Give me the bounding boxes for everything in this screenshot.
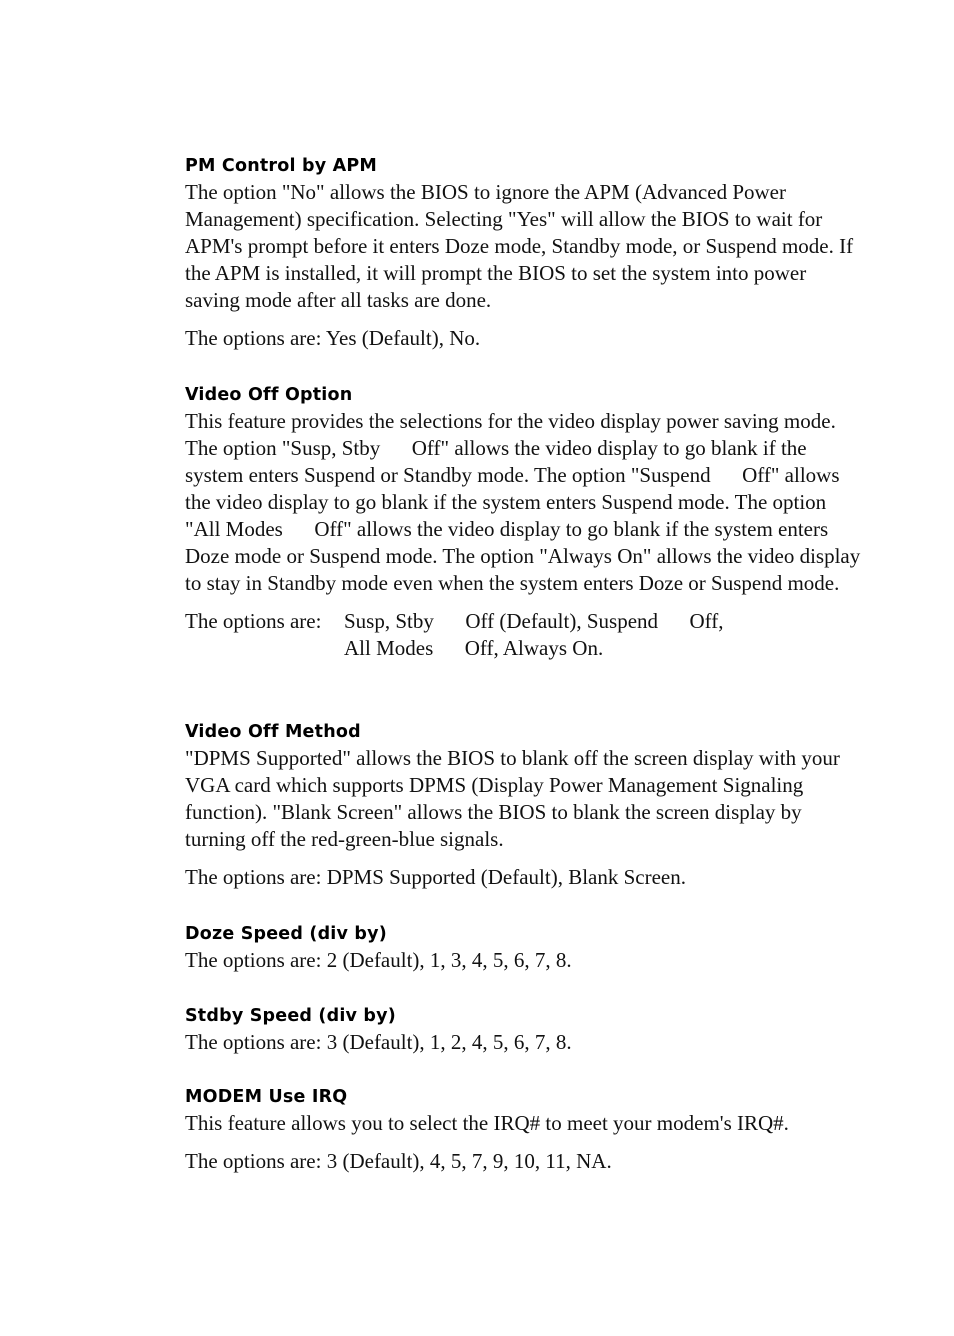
section-options: The options are: 2 (Default), 1, 3, 4, 5, 6, 7, 8.: [185, 948, 572, 972]
options-line-1: Susp, Stby Off (Default), Suspend Off,: [344, 609, 724, 633]
section-video-off-option: [185, 383, 865, 662]
section-options: The options are: 3 (Default), 1, 2, 4, 5, 6, 7, 8.: [185, 1030, 572, 1054]
options-values: [344, 608, 865, 662]
section-heading: Stdby Speed (div by): [185, 1006, 396, 1026]
section-heading: Doze Speed (div by): [185, 924, 387, 944]
options-line-2: All Modes Off, Always On.: [344, 636, 604, 660]
options-label: The options are:: [185, 609, 322, 633]
section-body: The option "No" allows the BIOS to ignore the APM (Advanced Power Management) specification. Selecting "Yes" will allow the BIOS to wait for APM's prompt before it enters Doze mode, Standby mode, or Suspend mode. If the APM is installed, it will prompt the BIOS to set the system into power saving mode after all tasks are done.: [185, 180, 854, 312]
section-heading: Video Off Method: [185, 722, 361, 742]
section-body: "DPMS Supported" allows the BIOS to blank off the screen display with your VGA card which supports DPMS (Display Power Management Signaling function). "Blank Screen" allows the BIOS to blank the screen display by turning off the red-green-blue signals.: [185, 746, 840, 851]
section-heading: MODEM Use IRQ: [185, 1087, 348, 1107]
section-options: [185, 608, 865, 662]
section-options: The options are: 3 (Default), 4, 5, 7, 9, 10, 11, NA.: [185, 1149, 612, 1173]
section-heading: PM Control by APM: [185, 156, 377, 176]
section-modem-use-irq: [185, 1085, 865, 1175]
section-body: This feature allows you to select the IRQ# to meet your modem's IRQ#.: [185, 1111, 789, 1135]
section-options: The options are: Yes (Default), No.: [185, 326, 481, 350]
section-options: The options are: DPMS Supported (Default), Blank Screen.: [185, 865, 686, 889]
section-pm-control-by-apm: [185, 154, 865, 352]
section-stdby-speed: [185, 1004, 865, 1056]
section-video-off-method: [185, 720, 865, 891]
section-doze-speed: [185, 922, 865, 974]
section-body: This feature provides the selections for the video display power saving mode. The option "Susp, Stby Off" allows the video display to go blank if the system enters Suspend or Standby mode. The option "Suspend Off" allows the video display to go blank if the system enters Suspend mode. The option "All Modes Off" allows the video display to go blank if the system enters Doze mode or Suspend mode. The option "Always On" allows the video display to stay in Standby mode even when the system enters Doze or Suspend mode.: [185, 409, 866, 595]
section-heading: Video Off Option: [185, 385, 353, 405]
